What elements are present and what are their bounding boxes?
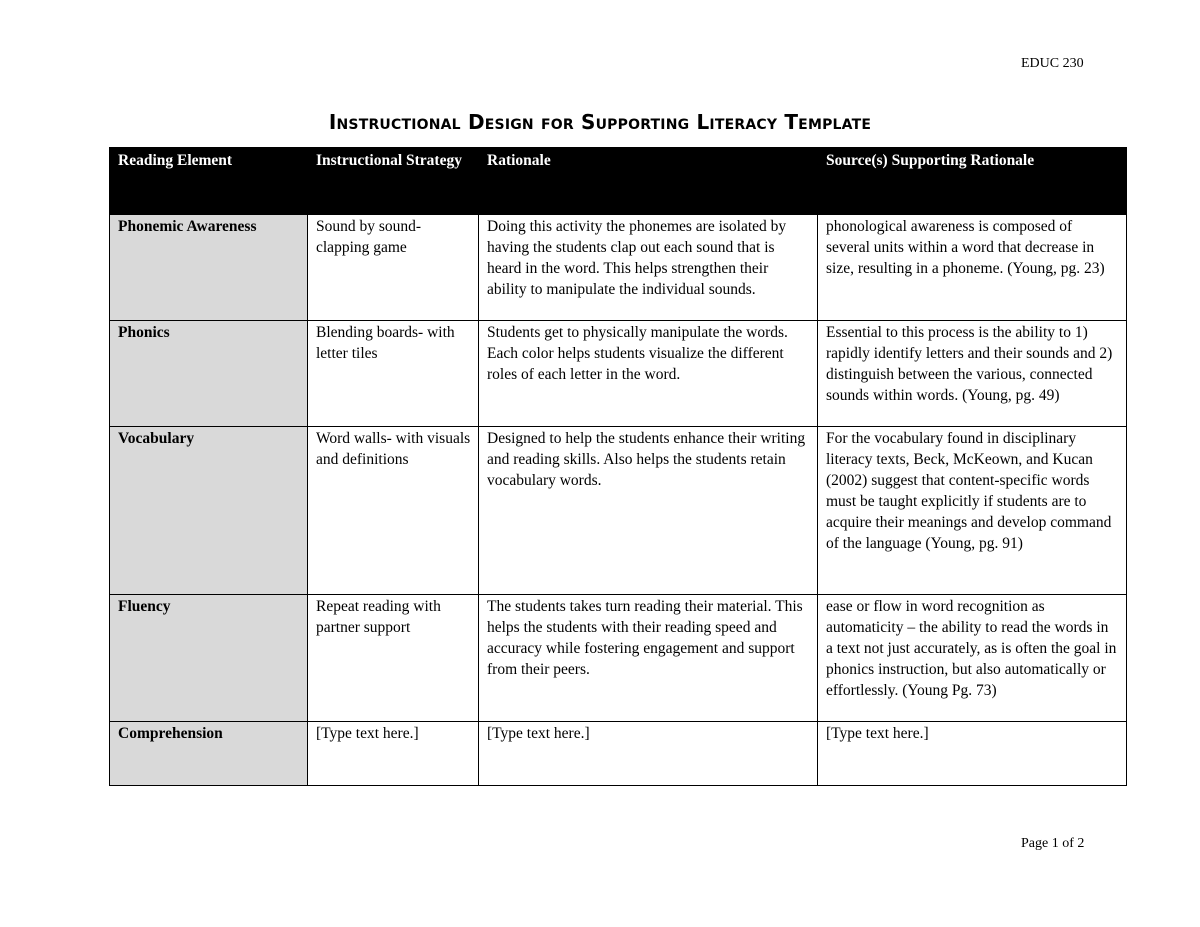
row-element-phonemic-awareness: Phonemic Awareness: [110, 215, 308, 321]
table-row: [110, 722, 1127, 786]
strategy-cell[interactable]: Sound by sound- clapping game: [308, 215, 479, 321]
table-row: [110, 321, 1127, 427]
header-sources: Source(s) Supporting Rationale: [818, 148, 1127, 215]
document-title: Instructional Design for Supporting Literacy Template: [328, 110, 872, 134]
row-element-comprehension: Comprehension: [110, 722, 308, 786]
source-cell[interactable]: Essential to this process is the ability to 1) rapidly identify letters and their sounds and 2) distinguish between the various, connected sounds within words. (Young, pg. 49): [818, 321, 1127, 427]
page-number: Page 1 of 2: [1021, 836, 1085, 851]
source-cell[interactable]: ease or flow in word recognition as automaticity – the ability to read the words in a text not just accurately, as is often the goal in phonics instruction, but also automatically or effortlessly. (Young Pg. 73): [818, 595, 1127, 722]
rationale-cell[interactable]: Doing this activity the phonemes are isolated by having the students clap out each sound that is heard in the word. This helps strengthen their ability to manipulate the individual sounds.: [479, 215, 818, 321]
rationale-cell[interactable]: Designed to help the students enhance their writing and reading skills. Also helps the students retain vocabulary words.: [479, 427, 818, 595]
table-row: [110, 215, 1127, 321]
strategy-placeholder-cell[interactable]: [Type text here.]: [308, 722, 479, 786]
header-rationale: Rationale: [479, 148, 818, 215]
rationale-placeholder-cell[interactable]: [Type text here.]: [479, 722, 818, 786]
source-placeholder-cell[interactable]: [Type text here.]: [818, 722, 1127, 786]
literacy-table: [109, 147, 1127, 786]
strategy-cell[interactable]: Repeat reading with partner support: [308, 595, 479, 722]
source-cell[interactable]: phonological awareness is composed of several units within a word that decrease in size, resulting in a phoneme. (Young, pg. 23): [818, 215, 1127, 321]
strategy-cell[interactable]: Word walls- with visuals and definitions: [308, 427, 479, 595]
table-row: [110, 595, 1127, 722]
source-cell[interactable]: For the vocabulary found in disciplinary literacy texts, Beck, McKeown, and Kucan (2002) suggest that content-specific words must be taught explicitly if students are to acquire their meanings and develop command of the language (Young, pg. 91): [818, 427, 1127, 595]
rationale-cell[interactable]: Students get to physically manipulate the words. Each color helps students visualize the different roles of each letter in the word.: [479, 321, 818, 427]
strategy-cell[interactable]: Blending boards- with letter tiles: [308, 321, 479, 427]
rationale-cell[interactable]: The students takes turn reading their material. This helps the students with their reading speed and accuracy while fostering engagement and support from their peers.: [479, 595, 818, 722]
header-instructional-strategy: Instructional Strategy: [308, 148, 479, 215]
table-row: [110, 427, 1127, 595]
row-element-fluency: Fluency: [110, 595, 308, 722]
course-code: EDUC 230: [1021, 56, 1084, 71]
row-element-phonics: Phonics: [110, 321, 308, 427]
table-header-row: [110, 148, 1127, 215]
header-reading-element: Reading Element: [110, 148, 308, 215]
row-element-vocabulary: Vocabulary: [110, 427, 308, 595]
